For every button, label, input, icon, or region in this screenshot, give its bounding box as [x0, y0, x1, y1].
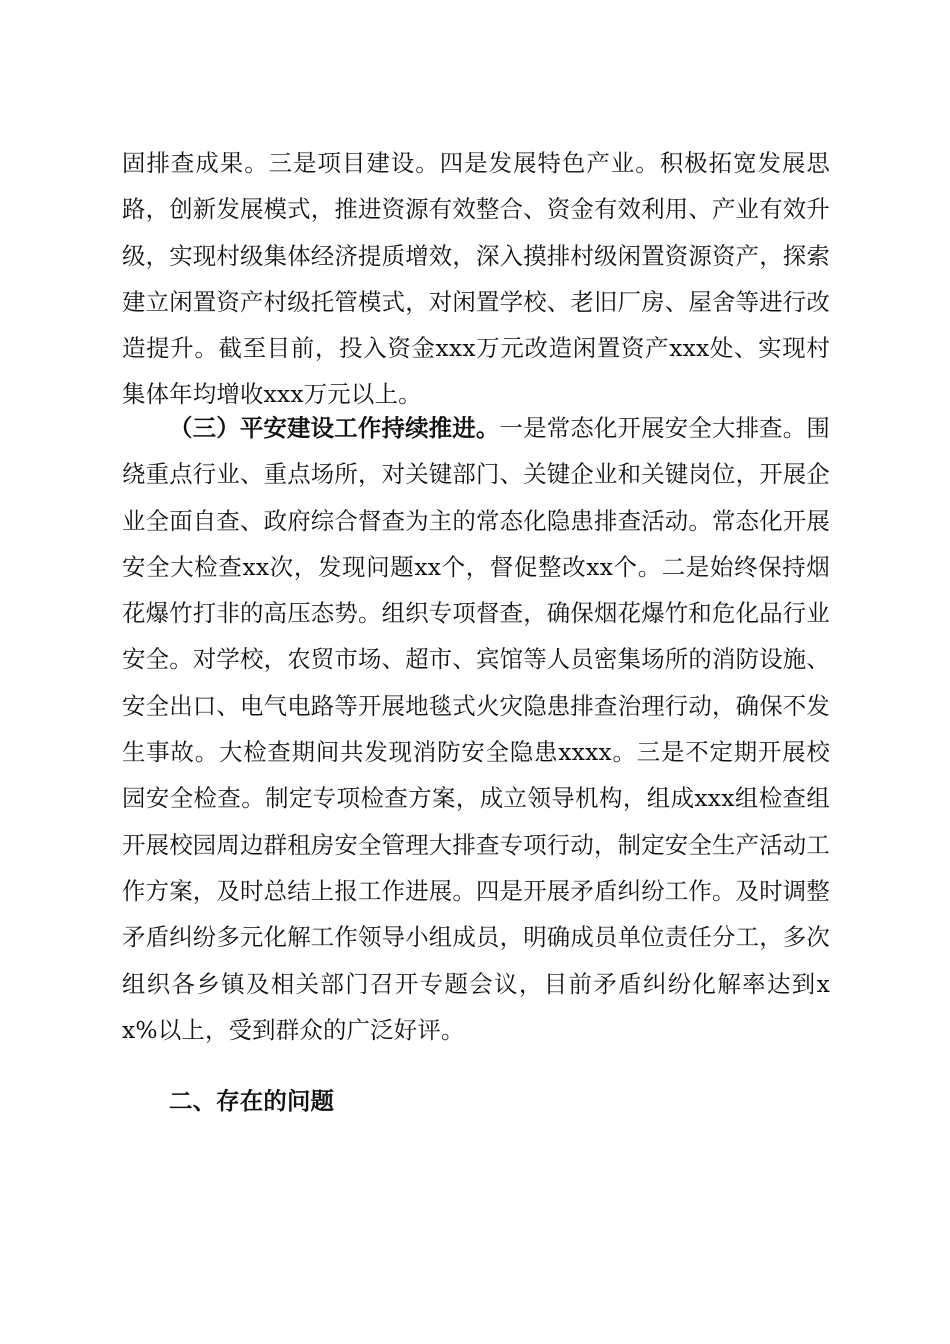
paragraph-2-block — [122, 405, 830, 1053]
section-heading-problems: 二、存在的问题 — [169, 1087, 335, 1115]
paragraph-1: 固排查成果。三是项目建设。四是发展特色产业。积极拓宽发展思路，创新发展模式，推进资源有效整合、资金有效利用、产业有效升级，实现村级集体经济提质增效，深入摸排村级闲置资源资产，探索建立闲置资产村级托管模式，对闲置学校、老旧厂房、屋舍等进行改造提升。截至目前，投入资金xxx万元改造闲置资产xxx处、实现村集体年均增收xxx万元以上。 — [122, 149, 830, 409]
paragraph-1-block — [122, 140, 830, 418]
paragraph-2 — [122, 405, 830, 1053]
paragraph-2-heading: （三）平安建设工作持续推进。 — [169, 414, 500, 442]
paragraph-2-body: 一是常态化开展安全大排查。围绕重点行业、重点场所，对关键部门、关键企业和关键岗位，开展企业全面自查、政府综合督查为主的常态化隐患排查活动。常态化开展安全大检查xx次，发现问题xx个，督促整改xx个。二是始终保持烟花爆竹打非的高压态势。组织专项督查，确保烟花爆竹和危化品行业安全。对学校，农贸市场、超市、宾馆等人员密集场所的消防设施、安全出口、电气电路等开展地毯式火灾隐患排查治理行动，确保不发生事故。大检查期间共发现消防安全隐患xxxx。三是不定期开展校园安全检查。制定专项检查方案，成立领导机构，组成xxx组检查组开展校园周边群租房安全管理大排查专项行动，制定安全生产活动工作方案，及时总结上报工作进展。四是开展矛盾纠纷工作。及时调整矛盾纠纷多元化解工作领导小组成员，明确成员单位责任分工，多次组织各乡镇及相关部门召开专题会议，目前矛盾纠纷化解率达到xx%以上，受到群众的广泛好评。 — [122, 414, 830, 1044]
